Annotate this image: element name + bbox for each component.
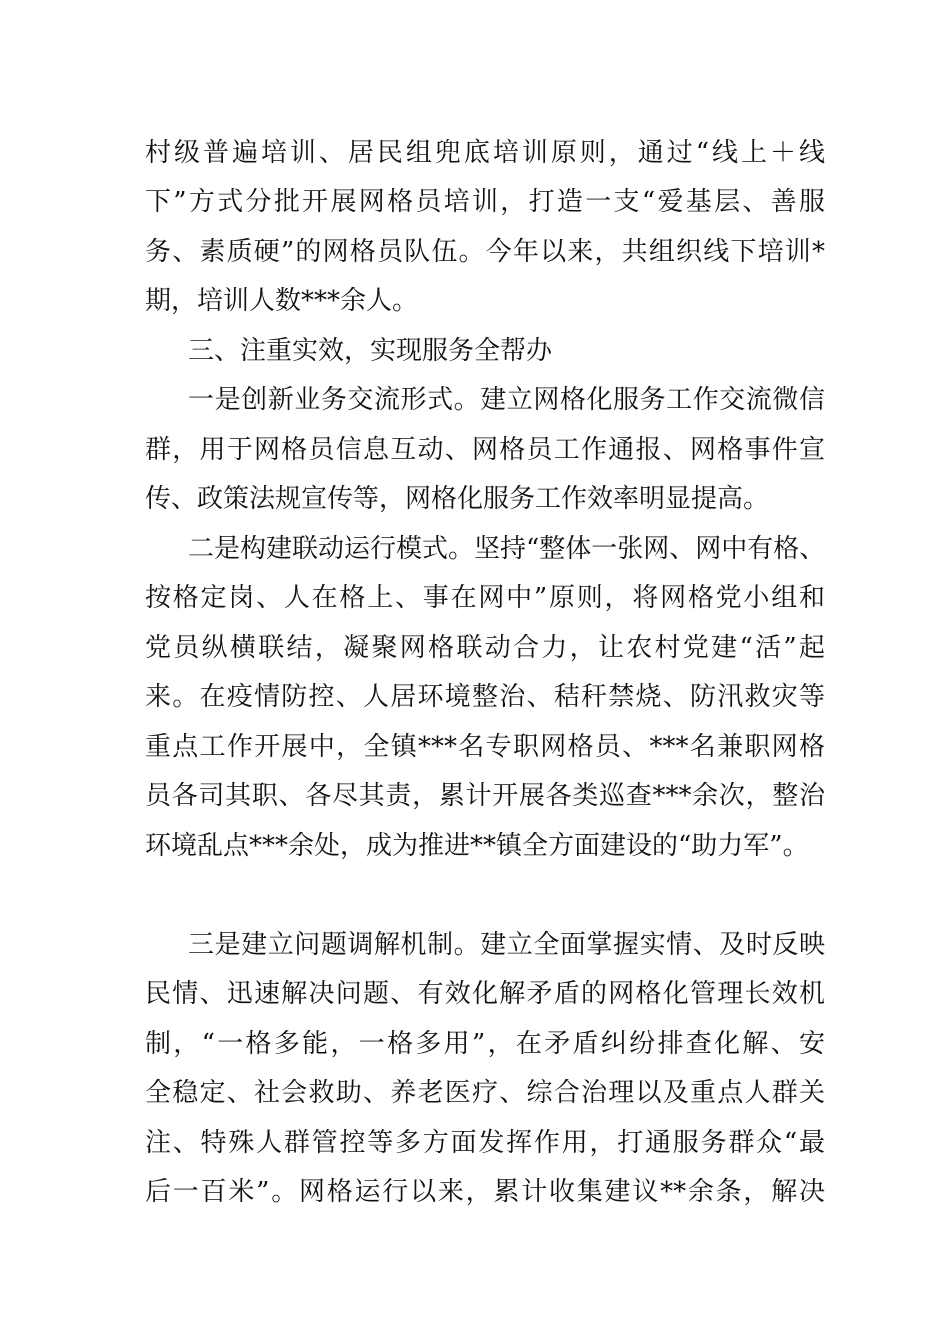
text-line: 群，用于网格员信息互动、网格员工作通报、网格事件宣 bbox=[145, 435, 825, 465]
text-line: 一是创新业务交流形式。建立网格化服务工作交流微信 bbox=[188, 385, 825, 415]
text-line: 下”方式分批开展网格员培训，打造一支“爱基层、善服 bbox=[145, 187, 825, 217]
text-line: 制，“一格多能，一格多用”，在矛盾纠纷排查化解、安 bbox=[145, 1029, 825, 1059]
text-line: 二是构建联动运行模式。坚持“整体一张网、网中有格、 bbox=[188, 534, 826, 564]
text-line: 重点工作开展中，全镇***名专职网格员、***名兼职网格 bbox=[145, 732, 825, 762]
text-line: 全稳定、社会救助、养老医疗、综合治理以及重点人群关 bbox=[145, 1078, 825, 1108]
text-line: 来。在疫情防控、人居环境整治、秸秆禁烧、防汛救灾等 bbox=[145, 682, 825, 712]
text-line: 期，培训人数***余人。 bbox=[145, 286, 419, 316]
text-line: 按格定岗、人在格上、事在网中”原则，将网格党小组和 bbox=[145, 583, 825, 613]
text-line: 环境乱点***余处，成为推进**镇全方面建设的“助力军”。 bbox=[145, 831, 809, 861]
text-line: 传、政策法规宣传等，网格化服务工作效率明显提高。 bbox=[145, 484, 770, 514]
text-line: 民情、迅速解决问题、有效化解矛盾的网格化管理长效机 bbox=[145, 979, 825, 1009]
text-line: 员各司其职、各尽其责，累计开展各类巡查***余次，整治 bbox=[145, 781, 825, 811]
text-line: 注、特殊人群管控等多方面发挥作用，打通服务群众“最 bbox=[145, 1128, 825, 1158]
text-line: 三是建立问题调解机制。建立全面掌握实情、及时反映 bbox=[188, 930, 825, 960]
text-line: 党员纵横联结，凝聚网格联动合力，让农村党建“活”起 bbox=[145, 633, 825, 663]
text-line: 村级普遍培训、居民组兜底培训原则，通过“线上＋线 bbox=[145, 138, 825, 168]
text-line: 后一百米”。网格运行以来，累计收集建议**余条，解决 bbox=[145, 1177, 825, 1207]
text-line: 务、素质硬”的网格员队伍。今年以来，共组织线下培训* bbox=[145, 237, 825, 267]
section-heading: 三、注重实效，实现服务全帮办 bbox=[188, 336, 553, 366]
